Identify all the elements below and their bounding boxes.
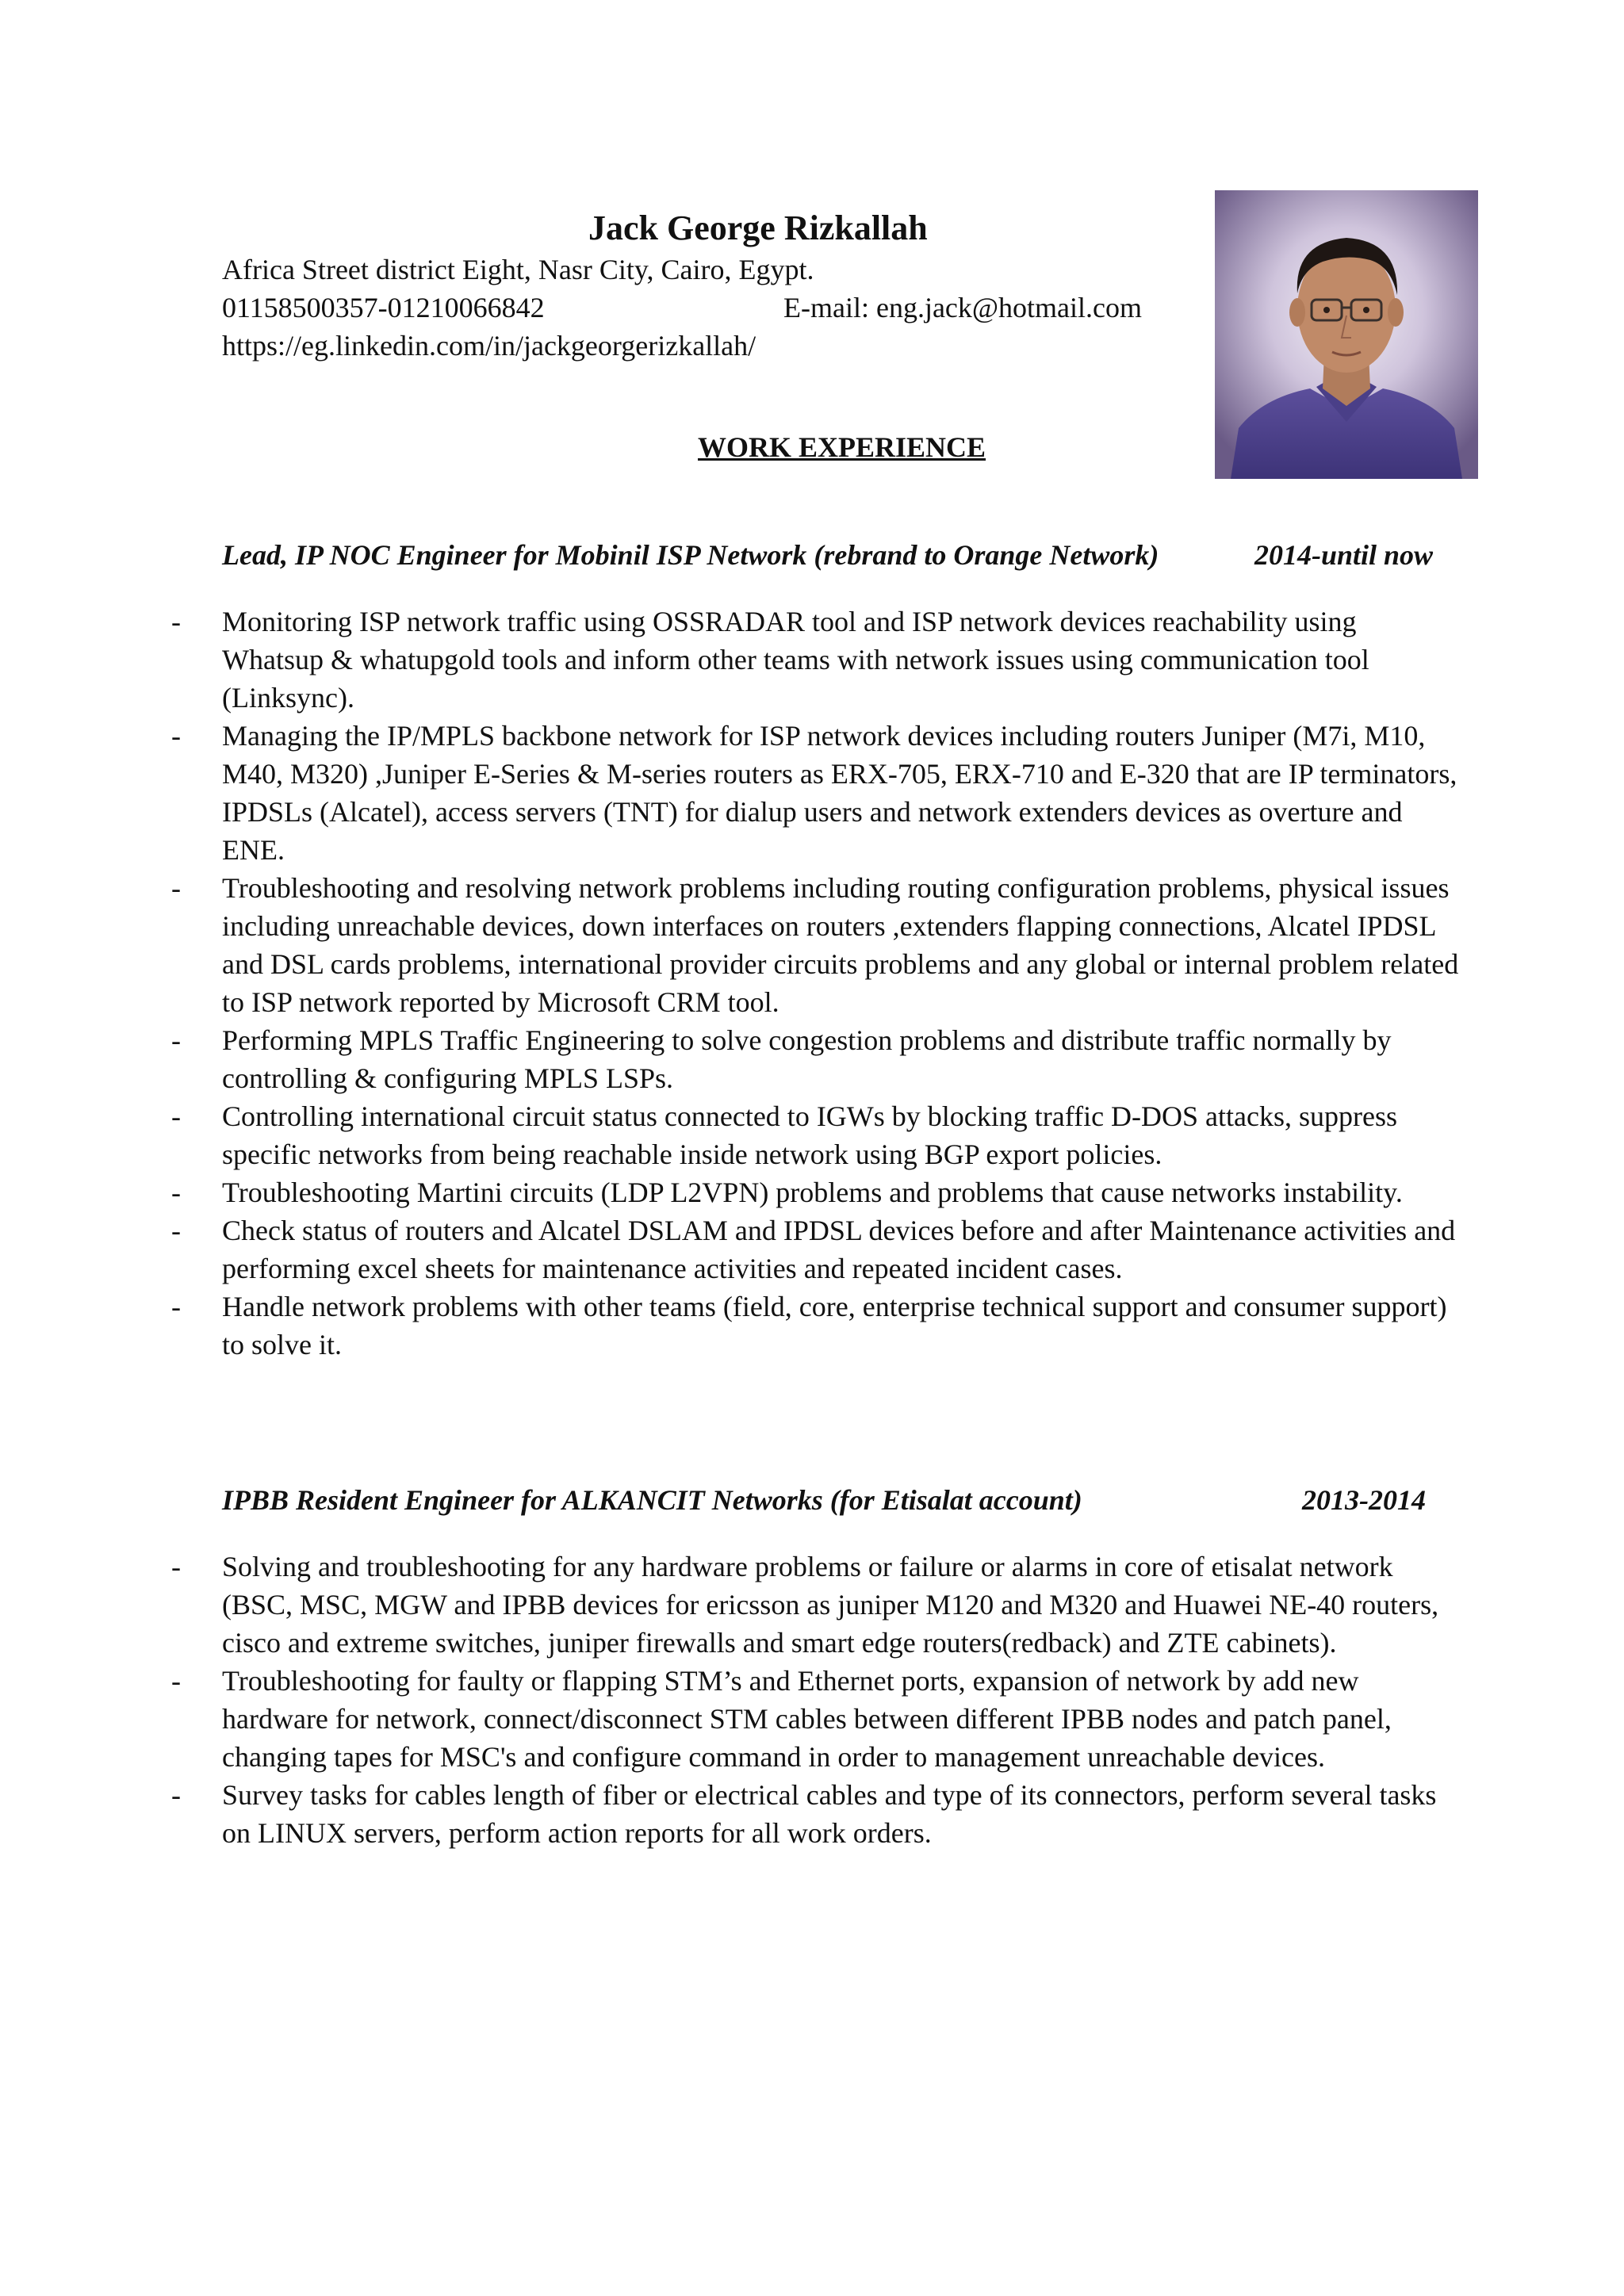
job-title-1: Lead, IP NOC Engineer for Mobinil ISP Network (rebrand to Orange Network)	[222, 539, 1159, 571]
section-title-work-experience: WORK EXPERIENCE	[698, 431, 986, 463]
list-item: - Troubleshooting Martini circuits (LDP L2VPN) problems and problems that cause networks instability.	[168, 1173, 1462, 1211]
list-item: - Managing the IP/MPLS backbone network for ISP network devices including routers Juniper (M7i, M10, M40, M320) ,Juniper E-Series & M-series routers as ERX-705, ERX-710 and E-320 that are IP terminators, IPDSLs (Alcatel), access servers (TNT) for dialup users and network extenders devices as overture and ENE.	[168, 717, 1462, 869]
dash-bullet-icon: -	[171, 1177, 181, 1208]
list-item: - Survey tasks for cables length of fiber or electrical cables and type of its connectors, perform several tasks on LINUX servers, perform action reports for all work orders.	[168, 1776, 1462, 1852]
address: Africa Street district Eight, Nasr City, Cairo, Egypt.	[222, 254, 814, 285]
dash-bullet-icon: -	[171, 1215, 181, 1246]
job-title-2: IPBB Resident Engineer for ALKANCIT Networks (for Etisalat account)	[222, 1484, 1082, 1516]
list-item: - Handle network problems with other teams (field, core, enterprise technical support and consumer support) to solve it.	[168, 1288, 1462, 1364]
list-item: - Troubleshooting and resolving network problems including routing configuration problems, physical issues including unreachable devices, down interfaces on routers ,extenders flapping connections, Alcatel IPDSL and DSL cards problems, international provider circuits problems and any global or internal problem related to ISP network reported by Microsoft CRM tool.	[168, 869, 1462, 1021]
list-item: - Controlling international circuit status connected to IGWs by blocking traffic D-DOS attacks, suppress specific networks from being reachable inside network using BGP export policies.	[168, 1097, 1462, 1173]
email: E-mail: eng.jack@hotmail.com	[783, 292, 1143, 323]
dash-bullet-icon: -	[171, 1024, 181, 1056]
dash-bullet-icon: -	[171, 1100, 181, 1132]
dash-bullet-icon: -	[171, 872, 181, 904]
dash-bullet-icon: -	[171, 1291, 181, 1322]
profile-photo	[1215, 190, 1478, 479]
job-period-2: 2013-2014	[1302, 1484, 1426, 1516]
list-item: - Solving and troubleshooting for any hardware problems or failure or alarms in core of etisalat network (BSC, MSC, MGW and IPBB devices for ericsson as juniper M120 and M320 and Huawei NE-40 routers, cisco and extreme switches, juniper firewalls and smart edge routers(redback) and ZTE cabinets).	[168, 1548, 1462, 1662]
job-1-bullet-list	[168, 603, 1462, 1364]
job-period-1: 2014-until now	[1254, 539, 1434, 571]
dash-bullet-icon: -	[171, 720, 181, 752]
list-item: - Troubleshooting for faulty or flapping STM’s and Ethernet ports, expansion of network by add new hardware for network, connect/disconnect STM cables between different IPBB nodes and patch panel, changing tapes for MSC's and configure command in order to management unreachable devices.	[168, 1662, 1462, 1776]
list-item: - Monitoring ISP network traffic using OSSRADAR tool and ISP network devices reachability using Whatsup & whatupgold tools and inform other teams with network issues using communication tool (Linksync).	[168, 603, 1462, 717]
dash-bullet-icon: -	[171, 1665, 181, 1697]
dash-bullet-icon: -	[171, 1551, 181, 1582]
list-item: - Performing MPLS Traffic Engineering to solve congestion problems and distribute traffic normally by controlling & configuring MPLS LSPs.	[168, 1021, 1462, 1097]
linkedin-url: https://eg.linkedin.com/in/jackgeorgerizkallah/	[222, 330, 756, 362]
candidate-name: Jack George Rizkallah	[588, 209, 928, 247]
phone-numbers: 01158500357-01210066842	[222, 292, 545, 323]
list-item: - Check status of routers and Alcatel DSLAM and IPDSL devices before and after Maintenance activities and performing excel sheets for maintenance activities and repeated incident cases.	[168, 1211, 1462, 1288]
dash-bullet-icon: -	[171, 1779, 181, 1811]
dash-bullet-icon: -	[171, 606, 181, 637]
job-2-bullet-list	[168, 1548, 1462, 1852]
